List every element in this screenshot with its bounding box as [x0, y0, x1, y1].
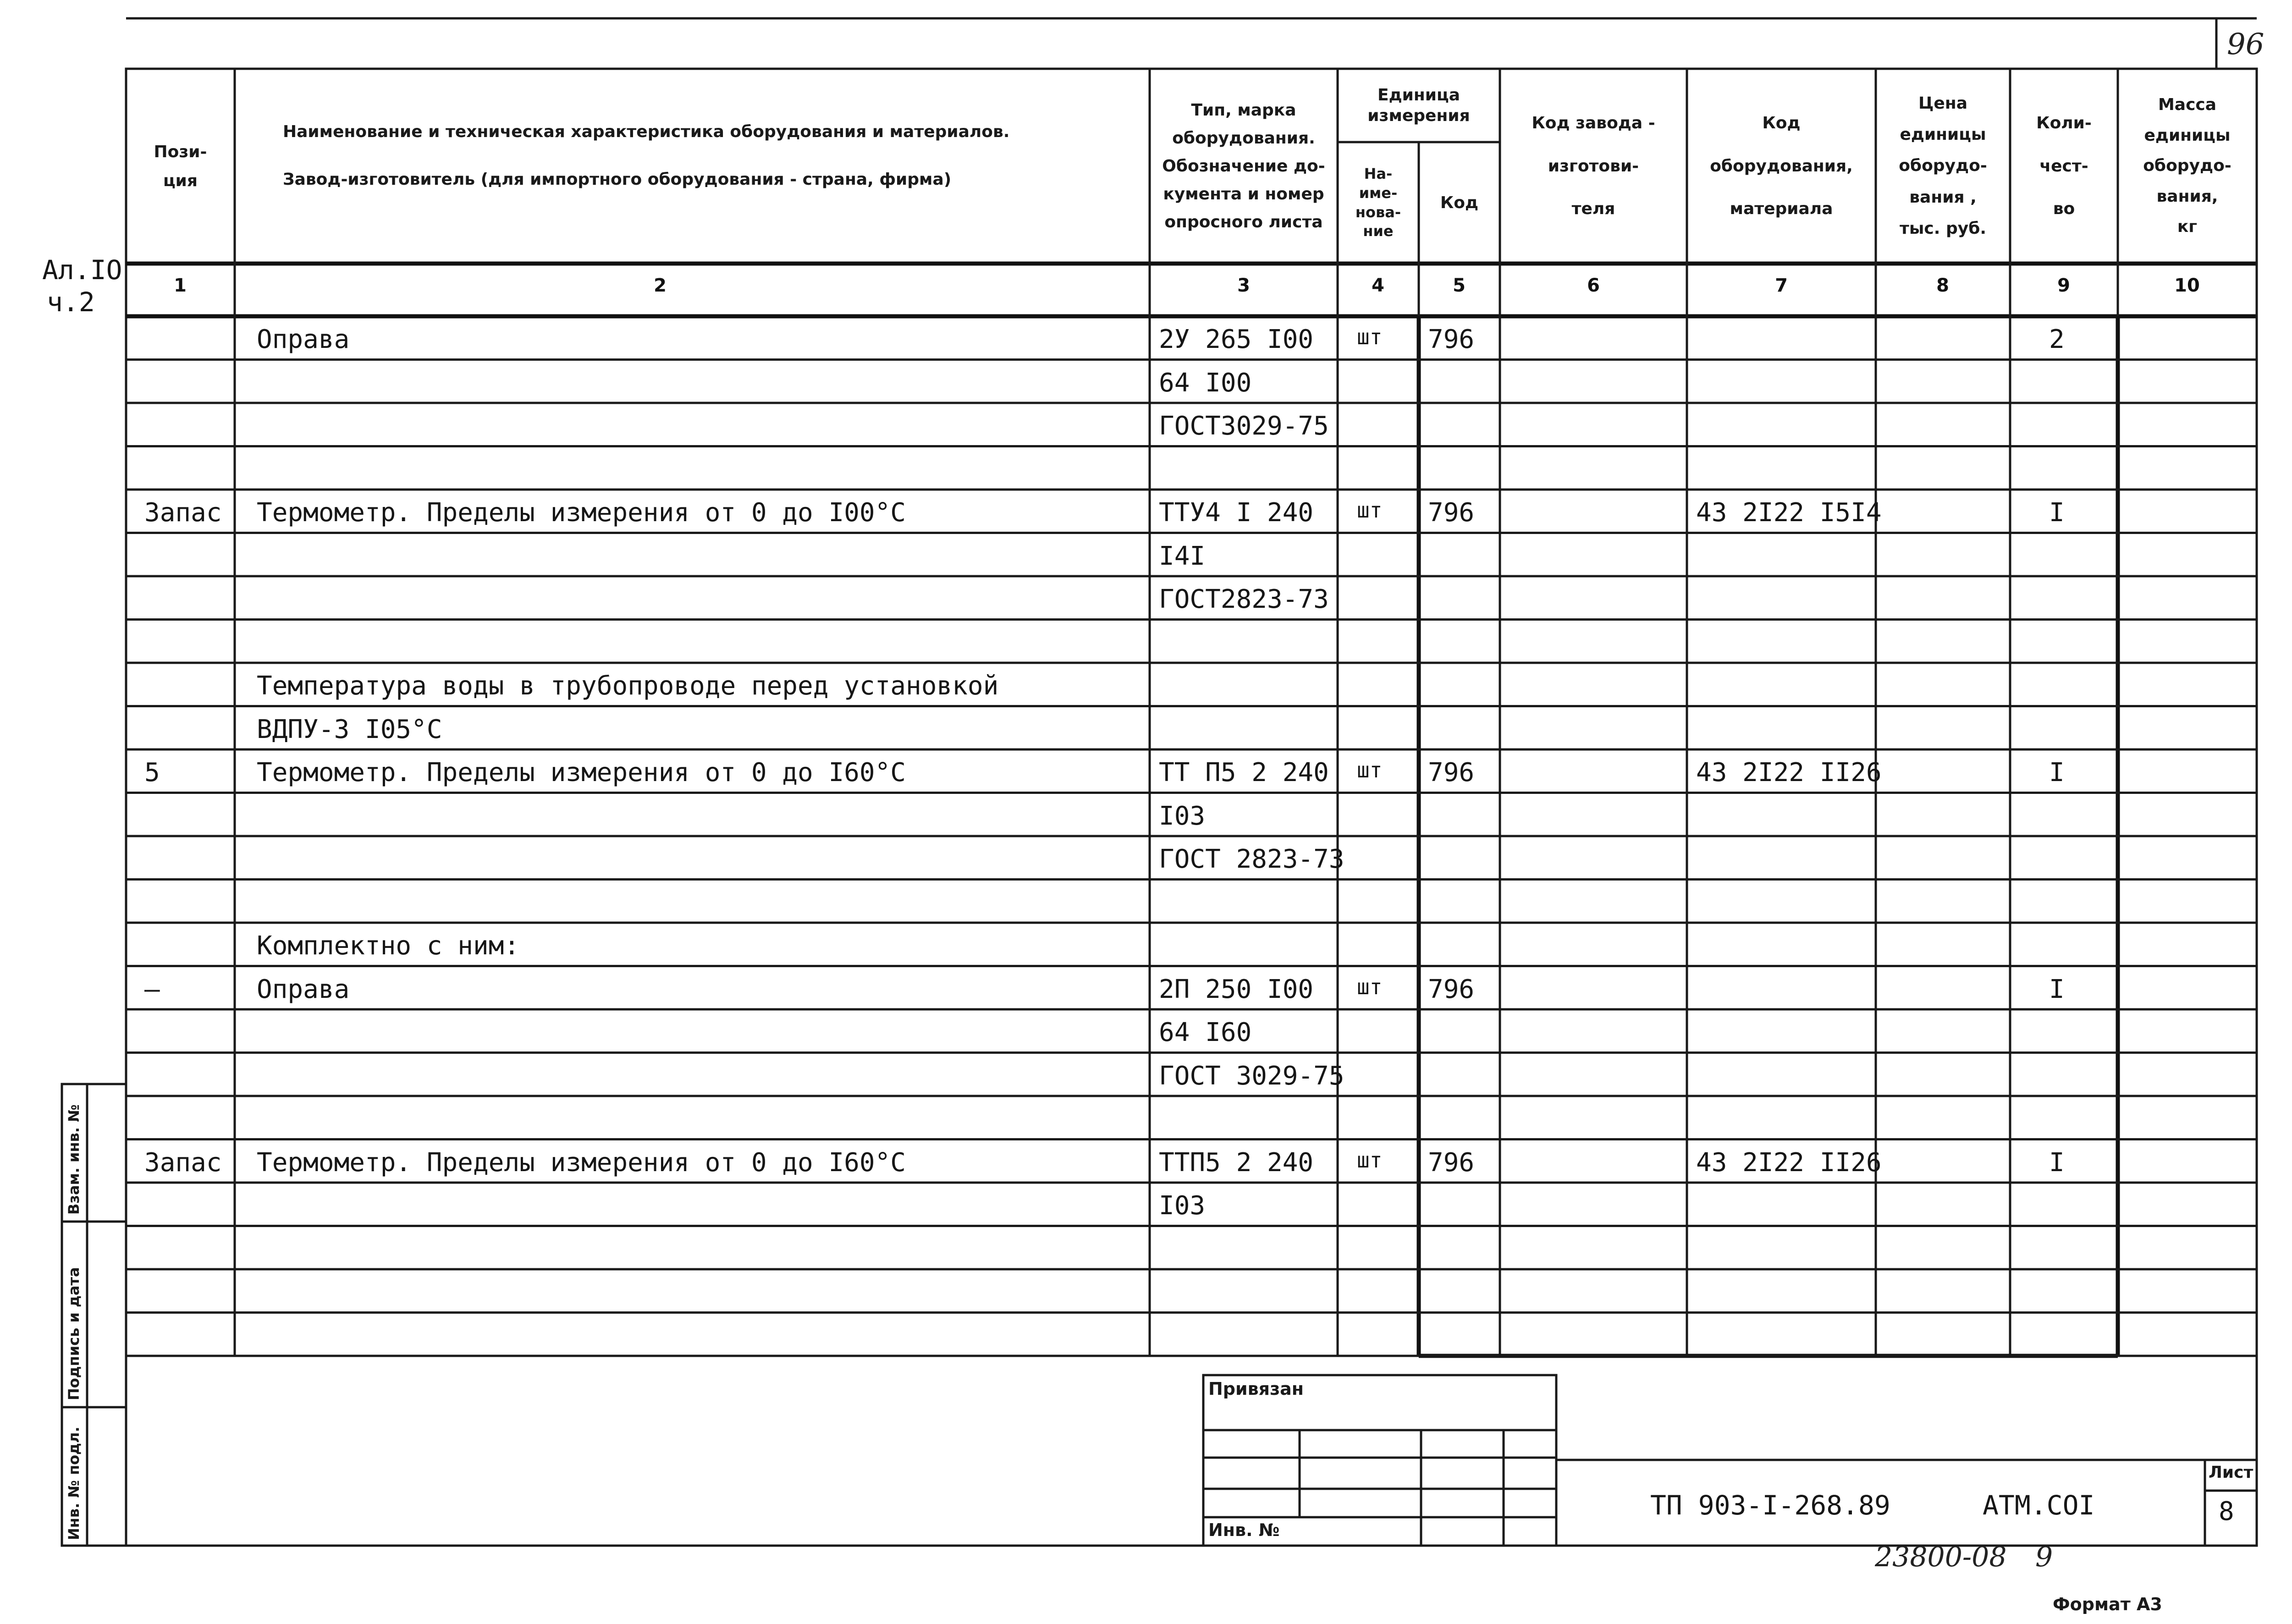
cell-type: ГОСТ 2823-73 — [1159, 844, 1344, 874]
header-price-l2: единицы — [1900, 125, 1986, 144]
colnum-7: 7 — [1775, 275, 1788, 296]
archive-code: 23800-08 — [1875, 1541, 2007, 1573]
colnum-4: 4 — [1372, 275, 1384, 296]
colnum-9: 9 — [2057, 275, 2070, 296]
cell-qty: I — [2049, 1147, 2065, 1178]
header-qty-l1: Коли- — [2036, 114, 2092, 133]
header-equip-code-l3: материала — [1730, 199, 1833, 219]
header-mass-l3: оборудо- — [2143, 156, 2231, 176]
header-price-l4: вания , — [1909, 187, 1977, 207]
sheet-label: Лист — [2209, 1463, 2253, 1482]
sheet-number: 96 — [2227, 28, 2264, 61]
cell-name: Комплектно с ним: — [257, 931, 520, 961]
cell-name: ВДПУ-3 I05°С — [257, 714, 442, 744]
header-type-l5: опросного листа — [1164, 213, 1323, 232]
header-unit-code — [1419, 142, 1500, 264]
cell-type: 64 I00 — [1159, 368, 1252, 398]
header-unit-name-l3: нова- — [1355, 203, 1401, 221]
cell-name: Термометр. Пределы измерения от 0 до I60°С — [257, 758, 906, 787]
header-price-l3: оборудо- — [1899, 156, 1987, 176]
cell-unit: шт — [1357, 498, 1383, 523]
cell-name: Термометр. Пределы измерения от 0 до I00°С — [257, 498, 906, 528]
header-mass-l5: кг — [2177, 217, 2198, 237]
cell-type: I03 — [1159, 801, 1206, 831]
cell-code: 796 — [1428, 325, 1475, 354]
cell-type: ГОСТ2823-73 — [1159, 584, 1329, 614]
header-position-l2: ция — [163, 171, 198, 190]
bound-label: Привязан — [1208, 1379, 1304, 1399]
colnum-8: 8 — [1936, 275, 1949, 296]
header-equip-code — [1687, 69, 1876, 264]
cell-code: 796 — [1428, 758, 1475, 787]
header-unit-name — [1338, 142, 1419, 264]
header-type — [1150, 69, 1338, 264]
header-unit-name-l4: ние — [1363, 222, 1394, 240]
cell-type: ТТ П5 2 240 — [1159, 758, 1329, 787]
header-unit-l2: измерения — [1367, 106, 1470, 125]
header-equip-code-l1: Код — [1762, 114, 1801, 133]
cell-pos: Запас — [144, 1147, 222, 1178]
doc-mark: АТМ.СОI — [1983, 1490, 2095, 1521]
side-label-orig: Инв. № подл. — [65, 1426, 83, 1540]
header-mfr-code-l1: Код завода - — [1532, 114, 1655, 133]
header-name-l1: Наименование и техническая характеристика оборудования и материалов. — [283, 122, 1010, 141]
header-price-l5: тыс. руб. — [1899, 219, 1987, 238]
header-name — [235, 69, 1150, 243]
album-note-line1: Ал.IO — [42, 254, 122, 286]
cell-equip: 43 2I22 II26 — [1696, 1147, 1882, 1178]
cell-qty: I — [2049, 758, 2065, 787]
archive-suffix: 9 — [2035, 1541, 2053, 1573]
cell-pos: – — [144, 974, 160, 1004]
cell-code: 796 — [1428, 498, 1475, 528]
header-price-l1: Цена — [1918, 94, 1967, 113]
cell-type: 2У 265 I00 — [1159, 325, 1314, 354]
side-label-sign: Подпись и дата — [65, 1267, 83, 1400]
cell-name: Термометр. Пределы измерения от 0 до I60°С — [257, 1147, 906, 1178]
header-unit-l1: Единица — [1377, 86, 1460, 105]
cell-type: I03 — [1159, 1191, 1206, 1221]
header-mfr-code-l2: изготови- — [1548, 156, 1639, 176]
header-type-l1: Тип, марка — [1191, 100, 1296, 120]
cell-code: 796 — [1428, 974, 1475, 1004]
cell-unit: шт — [1357, 758, 1383, 782]
cell-name: Оправа — [257, 974, 350, 1004]
header-mass — [2118, 69, 2257, 264]
header-unit-name-l1: На- — [1364, 165, 1393, 183]
header-type-l3: Обозначение до- — [1162, 156, 1325, 176]
inv-label: Инв. № — [1208, 1520, 1280, 1540]
cell-type: 64 I60 — [1159, 1018, 1252, 1047]
cell-qty: I — [2049, 974, 2065, 1004]
colnum-5: 5 — [1453, 275, 1466, 296]
header-mass-l1: Масса — [2158, 95, 2217, 115]
colnum-10: 10 — [2174, 275, 2200, 296]
colnum-1: 1 — [174, 275, 187, 296]
cell-type: ТТП5 2 240 — [1159, 1147, 1314, 1178]
side-label-replace: Взам. инв. № — [65, 1104, 83, 1215]
header-unit — [1338, 69, 1500, 142]
cell-name: Температура воды в трубопроводе перед установкой — [257, 671, 999, 701]
cell-type: I4I — [1159, 541, 1206, 571]
header-mass-l4: вания, — [2156, 187, 2218, 206]
header-unit-name-l2: име- — [1359, 184, 1398, 202]
header-mass-l2: единицы — [2144, 126, 2231, 145]
header-mfr-code — [1500, 69, 1687, 264]
cell-pos: 5 — [144, 758, 160, 787]
header-type-l4: кумента и номер — [1163, 185, 1324, 204]
cell-equip: 43 2I22 II26 — [1696, 758, 1882, 787]
format-label: Формат А3 — [2053, 1594, 2162, 1614]
cell-qty: I — [2049, 498, 2065, 528]
album-note-line2: ч.2 — [47, 286, 95, 318]
cell-type: ТТУ4 I 240 — [1159, 498, 1314, 528]
cell-unit: шт — [1357, 325, 1383, 349]
header-qty — [2010, 69, 2118, 264]
cell-code: 796 — [1428, 1147, 1475, 1178]
header-qty-l2: чест- — [2039, 156, 2088, 176]
sheet-value: 8 — [2219, 1497, 2234, 1526]
colnum-6: 6 — [1587, 275, 1600, 296]
header-name-l2: Завод-изготовитель (для импортного оборудования - страна, фирма) — [283, 170, 952, 189]
colnum-2: 2 — [654, 275, 667, 296]
colnum-3: 3 — [1237, 275, 1250, 296]
header-position — [126, 69, 235, 264]
header-position-l1: Пози- — [154, 142, 207, 161]
header-mfr-code-l3: теля — [1571, 199, 1615, 219]
cell-equip: 43 2I22 I5I4 — [1696, 498, 1882, 528]
cell-type: ГОСТ 3029-75 — [1159, 1061, 1344, 1091]
header-qty-l3: во — [2053, 199, 2075, 219]
header-price — [1876, 69, 2010, 264]
cell-type: ГОСТ3029-75 — [1159, 411, 1329, 441]
cell-name: Оправа — [257, 325, 350, 354]
header-equip-code-l2: оборудования, — [1710, 156, 1853, 176]
cell-type: 2П 250 I00 — [1159, 974, 1314, 1004]
cell-unit: шт — [1357, 974, 1383, 999]
cell-qty: 2 — [2049, 325, 2065, 354]
cell-unit: шт — [1357, 1147, 1383, 1173]
designation: ТП 903-I-268.89 — [1650, 1490, 1890, 1521]
header-type-l2: оборудования. — [1172, 128, 1315, 148]
cell-pos: Запас — [144, 498, 222, 528]
header-unit-code-l1: Код — [1440, 193, 1479, 212]
